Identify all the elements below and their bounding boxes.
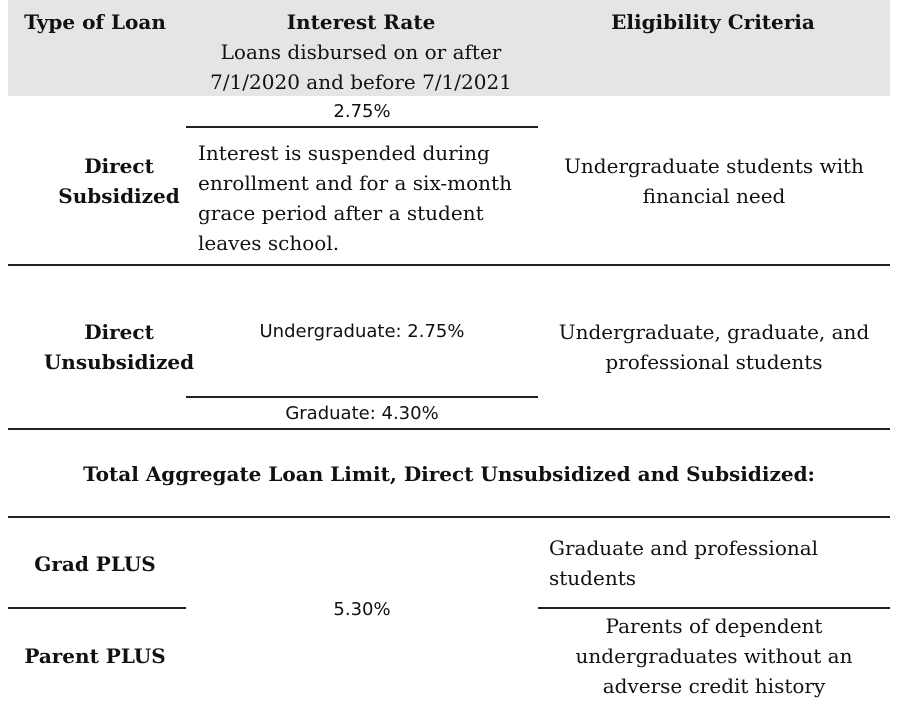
plus-name-divider bbox=[8, 607, 186, 609]
header-eligibility: Eligibility Criteria bbox=[611, 10, 815, 34]
subsidized-note-3: grace period after a student bbox=[198, 201, 484, 225]
subsidized-name-2: Subsidized bbox=[58, 184, 180, 208]
subsidized-note-2: enrollment and for a six-month bbox=[198, 171, 512, 195]
grad-plus-eligibility-1: Graduate and professional bbox=[549, 536, 819, 560]
row-divider-2 bbox=[8, 428, 890, 430]
header-interest-sub-2: 7/1/2020 and before 7/1/2021 bbox=[210, 70, 512, 94]
subsidized-name-1: Direct bbox=[84, 154, 154, 178]
header-interest-rate: Interest Rate bbox=[286, 10, 436, 34]
parent-plus-eligibility-3: adverse credit history bbox=[602, 674, 826, 698]
plus-rate: 5.30% bbox=[333, 599, 391, 620]
unsubsidized-name-2: Unsubsidized bbox=[43, 350, 195, 374]
row-divider-1 bbox=[8, 264, 890, 266]
header-type-of-loan: Type of Loan bbox=[24, 10, 166, 34]
parent-plus-name: Parent PLUS bbox=[24, 644, 166, 668]
row-divider-3 bbox=[8, 516, 890, 518]
grad-plus-name: Grad PLUS bbox=[34, 552, 156, 576]
subsidized-rate-rule bbox=[186, 126, 538, 128]
unsubsidized-rate-grad: Graduate: 4.30% bbox=[285, 403, 439, 424]
plus-eligibility-divider bbox=[538, 607, 890, 609]
unsubsidized-eligibility-2: professional students bbox=[605, 350, 823, 374]
header-interest-sub-1: Loans disbursed on or after bbox=[220, 40, 502, 64]
subsidized-note-4: leaves school. bbox=[198, 231, 340, 255]
unsubsidized-eligibility-1: Undergraduate, graduate, and bbox=[558, 320, 870, 344]
unsubsidized-name-1: Direct bbox=[84, 320, 154, 344]
subsidized-note-1: Interest is suspended during bbox=[198, 141, 490, 165]
grad-plus-eligibility-2: students bbox=[549, 566, 637, 590]
subsidized-rate: 2.75% bbox=[333, 101, 391, 122]
unsubsidized-rate-rule bbox=[186, 396, 538, 398]
parent-plus-eligibility-2: undergraduates without an bbox=[575, 644, 853, 668]
subsidized-eligibility-2: financial need bbox=[642, 184, 786, 208]
unsubsidized-rate-undergrad: Undergraduate: 2.75% bbox=[259, 321, 465, 342]
parent-plus-eligibility-1: Parents of dependent bbox=[605, 614, 823, 638]
subsidized-eligibility-1: Undergraduate students with bbox=[564, 154, 864, 178]
aggregate-label: Total Aggregate Loan Limit, Direct Unsubsidized and Subsidized: bbox=[83, 462, 815, 486]
